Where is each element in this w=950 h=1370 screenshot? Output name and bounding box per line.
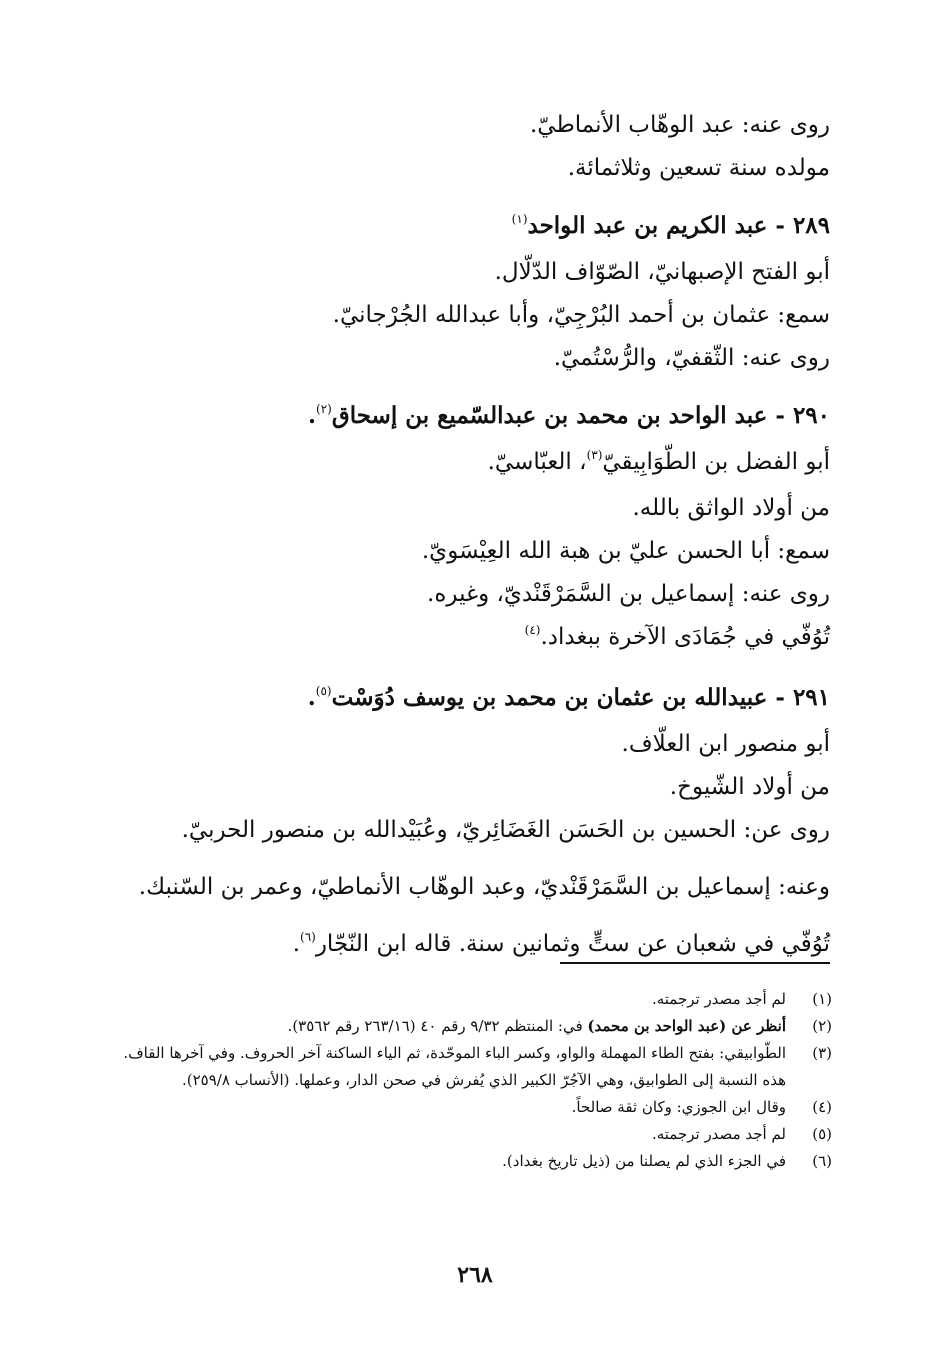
text-part: تُوُفّي في جُمَادَى الآخرة ببغداد. <box>540 624 830 650</box>
footnote-text: وقال ابن الجوزي: وكان ثقة صالحاً. <box>571 1098 786 1116</box>
entry-290-heading <box>100 394 830 441</box>
footnote-number: (٣) <box>812 1044 832 1062</box>
footnote-ref: (٥) <box>315 684 332 698</box>
text-line: مولده سنة تسعين وثلاثمائة. <box>567 155 830 181</box>
entry-title: ٢٨٩ - عبد الكريم بن عبد الواحد <box>527 212 830 239</box>
footnote-bold: أنظر عن (عبد الواحد بن محمد) <box>587 1017 786 1035</box>
footnote-text: لم أجد مصدر ترجمته. <box>651 1125 786 1143</box>
footnote-text: في الجزء الذي لم يصلنا من (ذيل تاريخ بغداد). <box>502 1152 786 1170</box>
entry-title: ٢٩٠ - عبد الواحد بن محمد بن عبدالسّميع بن إسحاق <box>331 402 830 429</box>
footnote-item <box>114 1040 832 1094</box>
text-line: من أولاد الواثق بالله. <box>632 495 830 521</box>
period: . <box>292 931 300 957</box>
footnote-item <box>114 1148 832 1175</box>
footnote-text: الطّوابيقي: بفتح الطاء المهملة والواو، وكسر الباء الموحّدة، ثم الياء الساكنة آخر الحروف. وفي آخرها القاف. هذه النسبة إلى الطوابيق، وهي الآجُرّ الكبير الذي يُفرش في صحن الدار، وعملها. (الأنساب ٢٥٩/٨). <box>123 1044 786 1089</box>
text-line: سمع: عثمان بن أحمد البُرْجِيّ، وأبا عبدالله الجُرْجانيّ. <box>332 302 830 328</box>
footnote-number: (٥) <box>812 1125 832 1143</box>
text-part: تُوُفّي في شعبان عن ستٍّ وثمانين سنة. قاله ابن النّجّار <box>315 931 830 957</box>
main-text <box>100 104 830 969</box>
footnote-divider <box>560 962 830 964</box>
footnote-number: (٢) <box>812 1017 832 1035</box>
text-line: روى عن: الحسين بن الحَسَن الغَضَائِريّ، وعُبَيْدالله بن منصور الحربيّ. <box>181 817 830 843</box>
entry-title: ٢٩١ - عبيدالله بن عثمان بن محمد بن يوسف دُوَسْت <box>331 684 830 711</box>
footnote-item <box>114 1094 832 1121</box>
footnote-ref: (٦) <box>300 930 316 944</box>
footnotes <box>114 986 832 1175</box>
entry-291-heading <box>100 676 830 723</box>
text-part: ، العبّاسيّ. <box>487 449 587 475</box>
text-line: روى عنه: إسماعيل بن السَّمَرْقَنْديّ، وغيره. <box>427 581 830 607</box>
footnote-text: لم أجد مصدر ترجمته. <box>651 990 786 1008</box>
text-line: سمع: أبا الحسن عليّ بن هبة الله العِيْسَويّ. <box>421 538 830 564</box>
text-line <box>100 616 830 662</box>
footnote-ref: (١) <box>511 212 528 226</box>
page-number: ٢٦٨ <box>457 1262 493 1288</box>
text-line: أبو الفتح الإصبهانيّ، الصّوّاف الدّلّال. <box>494 259 830 285</box>
footnote-number: (٦) <box>812 1152 832 1170</box>
period: . <box>307 684 316 711</box>
footnote-ref: (٤) <box>524 623 541 637</box>
period: . <box>308 402 317 429</box>
footnote-number: (١) <box>812 990 832 1008</box>
text-line: أبو منصور ابن العلّاف. <box>621 731 830 757</box>
text-paragraph: وعنه: إسماعيل بن السَّمَرْقَنْديّ، وعبد الوهّاب الأنماطيّ، وعمر بن السّنبك. <box>138 874 830 900</box>
footnote-item <box>114 1121 832 1148</box>
footnote-item <box>114 1013 832 1040</box>
footnote-number: (٤) <box>812 1098 832 1116</box>
text-line: روى عنه: الثّقفيّ، والرُّسْتُميّ. <box>553 345 830 371</box>
footnote-item <box>114 986 832 1013</box>
footnote-text <box>114 1013 786 1040</box>
text-line: روى عنه: عبد الوهّاب الأنماطيّ. <box>529 112 830 138</box>
footnote-rest: في: المنتظم ٩/٣٢ رقم ٤٠ (٢٦٣/١٦ رقم ٣٥٦٢). <box>287 1017 588 1035</box>
footnote-ref: (٣) <box>586 448 603 462</box>
text-line <box>100 441 830 487</box>
text-line: من أولاد الشّيوخ. <box>669 774 830 800</box>
footnote-ref: (٢) <box>316 402 332 416</box>
entry-289-heading <box>100 204 830 251</box>
text-part: أبو الفضل بن الطّوَابِيقيّ <box>602 449 830 475</box>
